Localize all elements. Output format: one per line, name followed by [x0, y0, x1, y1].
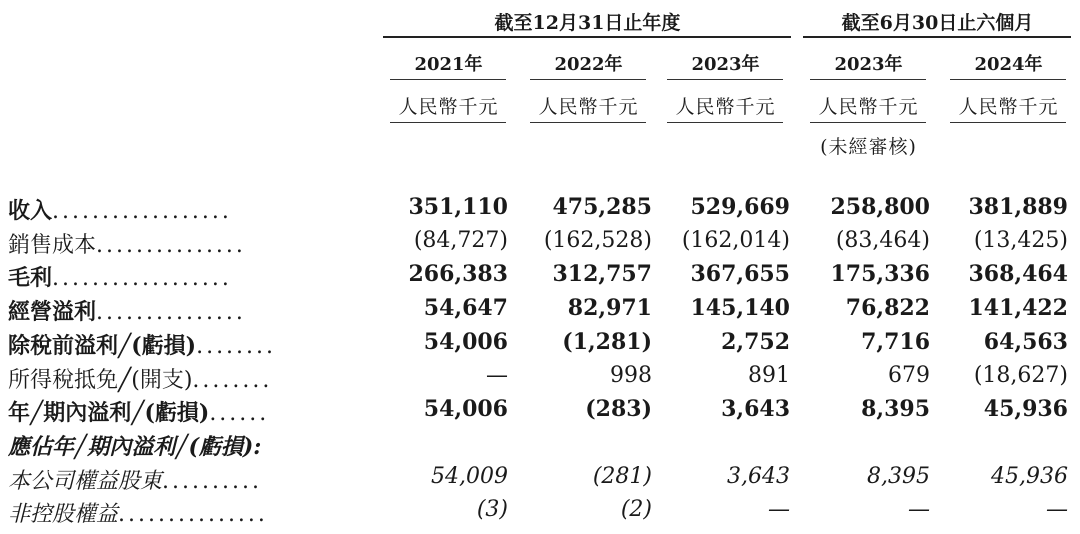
table-cell: 475,285: [552, 194, 652, 220]
row-label-text: 毛利: [8, 265, 53, 292]
group-rule-fiscal-year: [383, 36, 791, 38]
row-label-text: 本公司權益股東: [8, 468, 163, 494]
year-header-1: 2022年: [554, 54, 623, 75]
row-label-text: 除稅前溢利╱(虧損): [8, 332, 197, 359]
year-header-0: 2021年: [414, 54, 483, 75]
table-cell: (3): [476, 497, 508, 523]
table-cell: —: [908, 497, 930, 523]
table-cell: 679: [888, 362, 930, 388]
table-cell: (162,528): [543, 227, 652, 253]
currency-header-0: 人民幣千元: [398, 96, 499, 118]
table-cell: 351,110: [408, 194, 508, 220]
table-cell: 175,336: [830, 261, 930, 288]
table-row: [0, 194, 1080, 224]
table-cell: 141,422: [968, 295, 1068, 322]
table-cell: 82,971: [567, 295, 652, 322]
group-rule-six-months: [803, 36, 1071, 38]
table-cell: (1,281): [562, 328, 652, 355]
table-cell: —: [486, 362, 508, 388]
currency-underline-1: [530, 122, 646, 123]
table-row: [0, 329, 1080, 359]
currency-header-3: 人民幣千元: [818, 96, 919, 118]
table-cell: (2): [620, 497, 652, 523]
table-cell: (13,425): [973, 227, 1068, 253]
table-cell: 2,752: [721, 328, 790, 355]
year-header-3: 2023年: [834, 54, 903, 75]
row-leader-dots: ..................: [52, 199, 232, 224]
table-cell: (84,727): [413, 227, 508, 253]
row-label: [8, 329, 360, 360]
row-leader-dots: ........: [196, 333, 277, 359]
table-cell: 266,383: [408, 261, 508, 288]
table-row: [0, 497, 1080, 527]
table-row: [0, 464, 1080, 494]
currency-underline-4: [950, 122, 1066, 123]
row-leader-dots: ..................: [52, 266, 232, 292]
table-cell: 368,464: [968, 261, 1068, 288]
table-cell: (283): [585, 396, 652, 423]
table-cell: (162,014): [681, 227, 790, 253]
row-label-text: 所得稅抵免╱(開支): [8, 367, 193, 393]
table-row: [0, 295, 1080, 325]
table-row: [0, 396, 1080, 426]
table-cell: 45,936: [983, 396, 1068, 423]
currency-underline-0: [390, 122, 506, 123]
row-label-text: 銷售成本: [8, 232, 97, 258]
row-leader-dots: ..........: [162, 468, 262, 494]
row-leader-dots: ......: [209, 401, 270, 427]
row-label: [8, 363, 360, 394]
table-cell: 312,757: [552, 261, 652, 288]
table-cell: 529,669: [690, 194, 790, 220]
row-label: [8, 194, 360, 225]
currency-header-4: 人民幣千元: [958, 96, 1059, 118]
year-underline-2: [667, 79, 783, 80]
table-cell: 76,822: [845, 295, 930, 322]
table-cell: 8,395: [861, 396, 930, 423]
table-row: [0, 430, 1080, 460]
row-label: [8, 228, 360, 259]
table-row: [0, 261, 1080, 291]
group-header-six-months: 截至6月30日止六個月: [841, 12, 1034, 34]
year-underline-3: [810, 79, 926, 80]
table-cell: 3,643: [721, 396, 790, 423]
row-label: [8, 430, 360, 461]
group-header-fiscal-year: 截至12月31日止年度: [494, 12, 681, 34]
row-label: [8, 295, 360, 326]
table-cell: 145,140: [690, 295, 790, 322]
row-label-text: 收入: [8, 198, 53, 224]
unaudited-note: (未經審核): [820, 136, 917, 158]
year-underline-0: [390, 79, 506, 80]
row-leader-dots: ........: [192, 367, 273, 393]
year-underline-4: [950, 79, 1066, 80]
table-cell: 3,643: [727, 463, 790, 489]
table-cell: —: [1046, 497, 1068, 523]
table-cell: 381,889: [968, 194, 1068, 220]
table-cell: 64,563: [983, 328, 1068, 355]
table-cell: 54,006: [423, 328, 508, 355]
table-row: [0, 228, 1080, 258]
currency-header-1: 人民幣千元: [538, 96, 639, 118]
currency-underline-3: [810, 122, 926, 123]
table-cell: 891: [748, 362, 790, 388]
table-cell: —: [768, 497, 790, 523]
row-leader-dots: ...............: [96, 232, 246, 258]
table-row: [0, 363, 1080, 393]
year-header-4: 2024年: [974, 54, 1043, 75]
table-cell: 998: [610, 362, 652, 388]
row-label: [8, 464, 360, 495]
table-cell: (83,464): [835, 227, 930, 253]
table-cell: 54,647: [423, 295, 508, 322]
row-label-text: 年╱期內溢利╱(虧損): [8, 400, 210, 427]
table-cell: (18,627): [973, 362, 1068, 388]
year-underline-1: [530, 79, 646, 80]
row-leader-dots: ...............: [96, 300, 246, 326]
row-label-text: 應佔年╱期內溢利╱(虧損):: [8, 433, 262, 460]
table-cell: (281): [592, 463, 652, 489]
table-cell: 8,395: [867, 463, 930, 489]
row-label: [8, 396, 360, 427]
currency-header-2: 人民幣千元: [675, 96, 776, 118]
table-cell: 54,006: [423, 396, 508, 423]
row-label: [8, 497, 360, 528]
table-cell: 45,936: [991, 463, 1068, 489]
table-cell: 54,009: [431, 463, 508, 489]
currency-underline-2: [667, 122, 783, 123]
row-leader-dots: ...............: [118, 502, 268, 528]
row-label-text: 非控股權益: [8, 502, 119, 528]
table-cell: 7,716: [861, 328, 930, 355]
row-label: [8, 261, 360, 292]
table-cell: 258,800: [830, 194, 930, 220]
year-header-2: 2023年: [691, 54, 760, 75]
table-cell: 367,655: [690, 261, 790, 288]
row-label-text: 經營溢利: [8, 299, 97, 326]
